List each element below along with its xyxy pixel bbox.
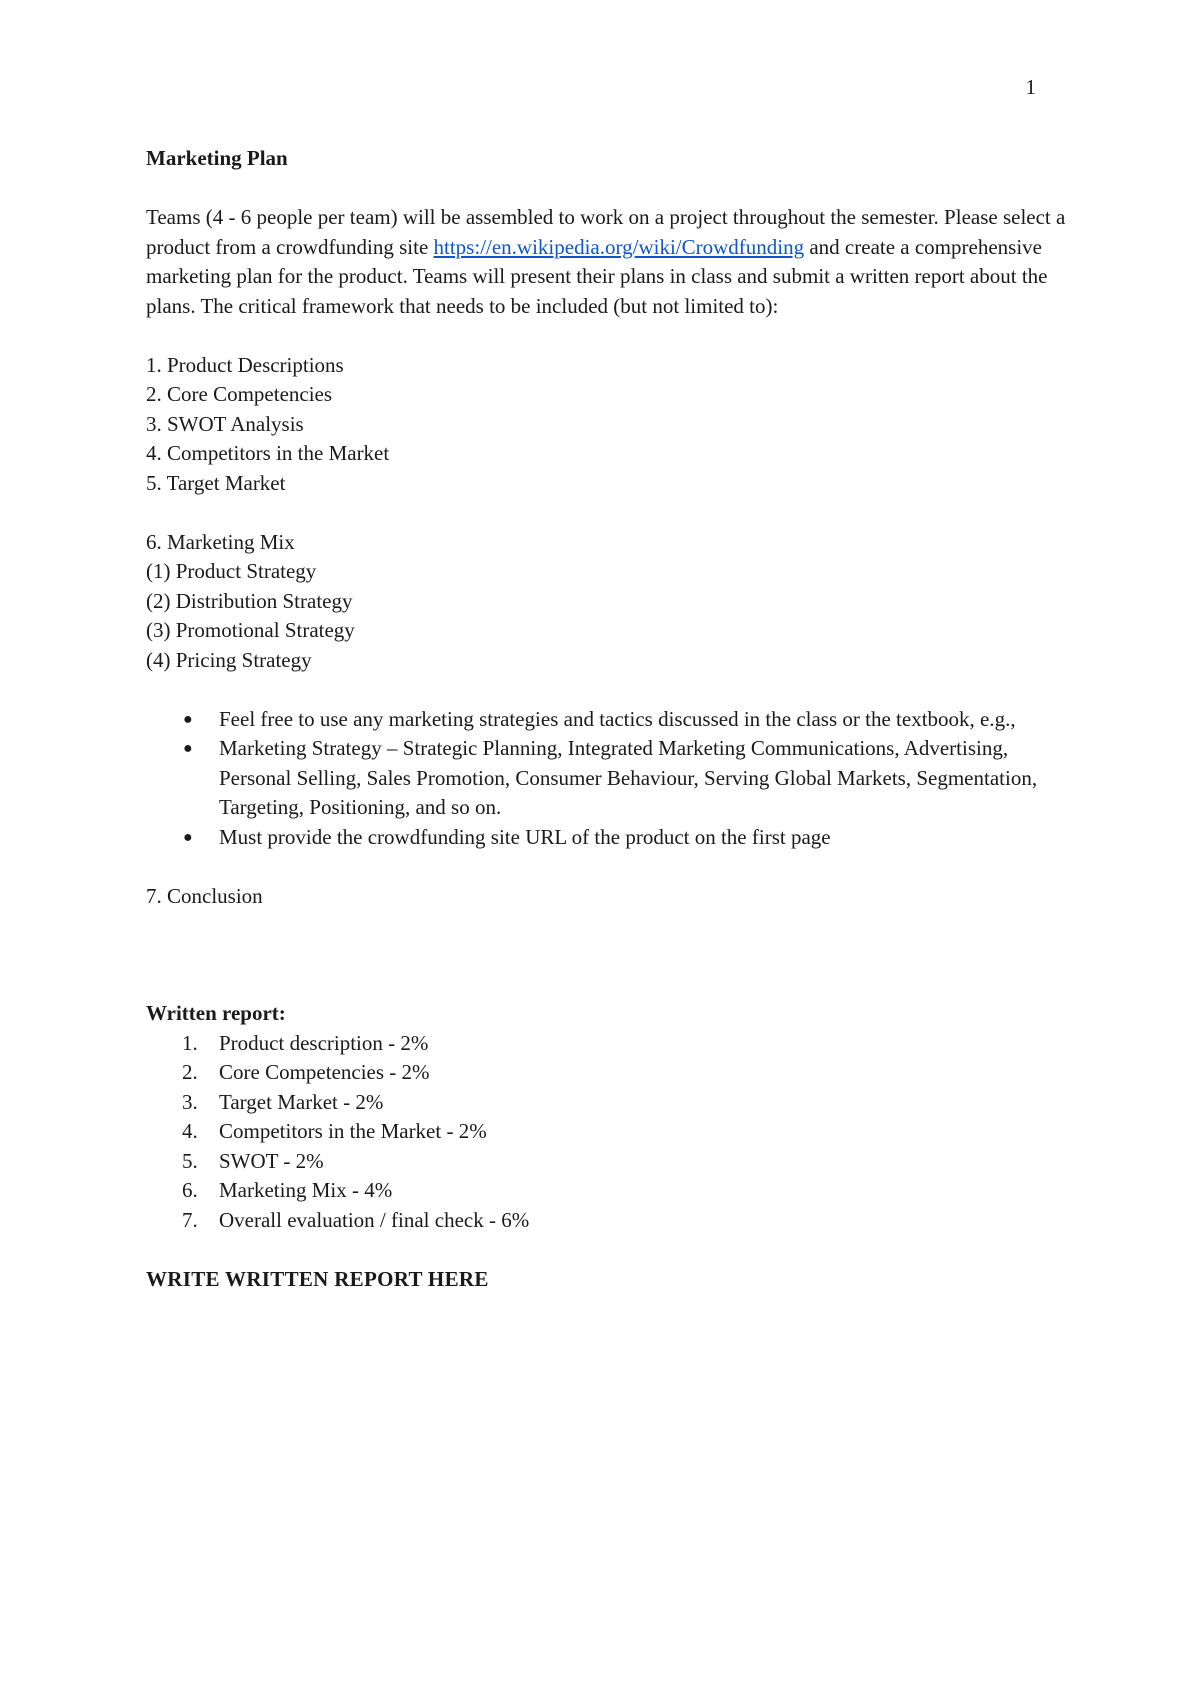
bullet-item: [146, 705, 1066, 735]
item-number: 7.: [182, 1207, 198, 1232]
written-report-list: [146, 1029, 1066, 1236]
marketing-mix-item: (2) Distribution Strategy: [146, 588, 353, 613]
document-body: [146, 144, 1066, 1294]
written-report-item: [146, 1117, 1066, 1147]
written-report-item: [146, 1029, 1066, 1059]
bullet-dot-icon: ●: [183, 710, 193, 728]
written-report-item: [146, 1088, 1066, 1118]
marketing-mix-section: [146, 528, 1066, 676]
written-report-heading: Written report:: [146, 1001, 286, 1025]
bullet-text: Marketing Strategy – Strategic Planning, Integrated Marketing Communications, Advertising, Personal Selling, Sales Promotion, Consumer Behaviour, Serving Global Markets, Segmentation, Targeting, Positioning, and so on.: [219, 736, 1038, 819]
item-text: Marketing Mix - 4%: [219, 1178, 393, 1202]
intro-paragraph: [146, 203, 1066, 321]
item-text: Target Market - 2%: [219, 1089, 384, 1114]
bullet-text: Must provide the crowdfunding site URL of the product on the first page: [219, 824, 831, 849]
written-report-item: [146, 1147, 1066, 1177]
framework-item: 2. Core Competencies: [146, 382, 333, 406]
crowdfunding-link[interactable]: https://en.wikipedia.org/wiki/Crowdfunding: [433, 234, 805, 259]
item-number: 2.: [182, 1060, 198, 1084]
item-text: Core Competencies - 2%: [219, 1060, 430, 1084]
item-number: 3.: [182, 1089, 198, 1114]
marketing-mix-heading: 6. Marketing Mix: [146, 529, 295, 554]
page-number: 1: [1025, 75, 1036, 99]
document-title: Marketing Plan: [146, 146, 288, 170]
item-text: Competitors in the Market - 2%: [219, 1119, 487, 1143]
item-text: SWOT - 2%: [219, 1148, 324, 1173]
bullet-dot-icon: ●: [183, 828, 193, 846]
intro-text-after-link: and create a comprehensive marketing plan for the product. Teams will present their plans in class and submit a written report about the plans. The critical framework that needs to be included (but not limited to):: [146, 234, 1048, 318]
framework-item: 1. Product Descriptions: [146, 352, 344, 377]
framework-item: 3. SWOT Analysis: [146, 411, 304, 436]
bullet-dot-icon: ●: [183, 740, 193, 757]
written-report-item: [146, 1058, 1066, 1088]
written-report-item: [146, 1206, 1066, 1236]
marketing-mix-item: (4) Pricing Strategy: [146, 647, 312, 672]
bullet-item: [146, 734, 1066, 823]
bullet-text: Feel free to use any marketing strategies and tactics discussed in the class or the textbook, e.g.,: [219, 706, 1016, 731]
item-text: Product description - 2%: [219, 1030, 429, 1055]
write-report-here-heading: WRITE WRITTEN REPORT HERE: [146, 1266, 489, 1291]
written-report-item: [146, 1176, 1066, 1206]
marketing-mix-item: (1) Product Strategy: [146, 559, 317, 583]
item-number: 1.: [182, 1030, 198, 1055]
framework-item: 5. Target Market: [146, 470, 286, 495]
framework-item: 4. Competitors in the Market: [146, 441, 390, 465]
bullet-item: [146, 823, 1066, 853]
framework-list: [146, 351, 1066, 499]
marketing-mix-item: (3) Promotional Strategy: [146, 618, 355, 642]
item-text: Overall evaluation / final check - 6%: [219, 1207, 530, 1232]
bullet-list: [146, 705, 1066, 853]
intro-text-before-link: Teams (4 - 6 people per team) will be assembled to work on a project throughout the semester. Please select a product from a crowdfunding site: [146, 205, 1066, 259]
conclusion-item: 7. Conclusion: [146, 883, 263, 908]
item-number: 6.: [182, 1178, 198, 1202]
item-number: 4.: [182, 1119, 198, 1143]
item-number: 5.: [182, 1148, 198, 1173]
